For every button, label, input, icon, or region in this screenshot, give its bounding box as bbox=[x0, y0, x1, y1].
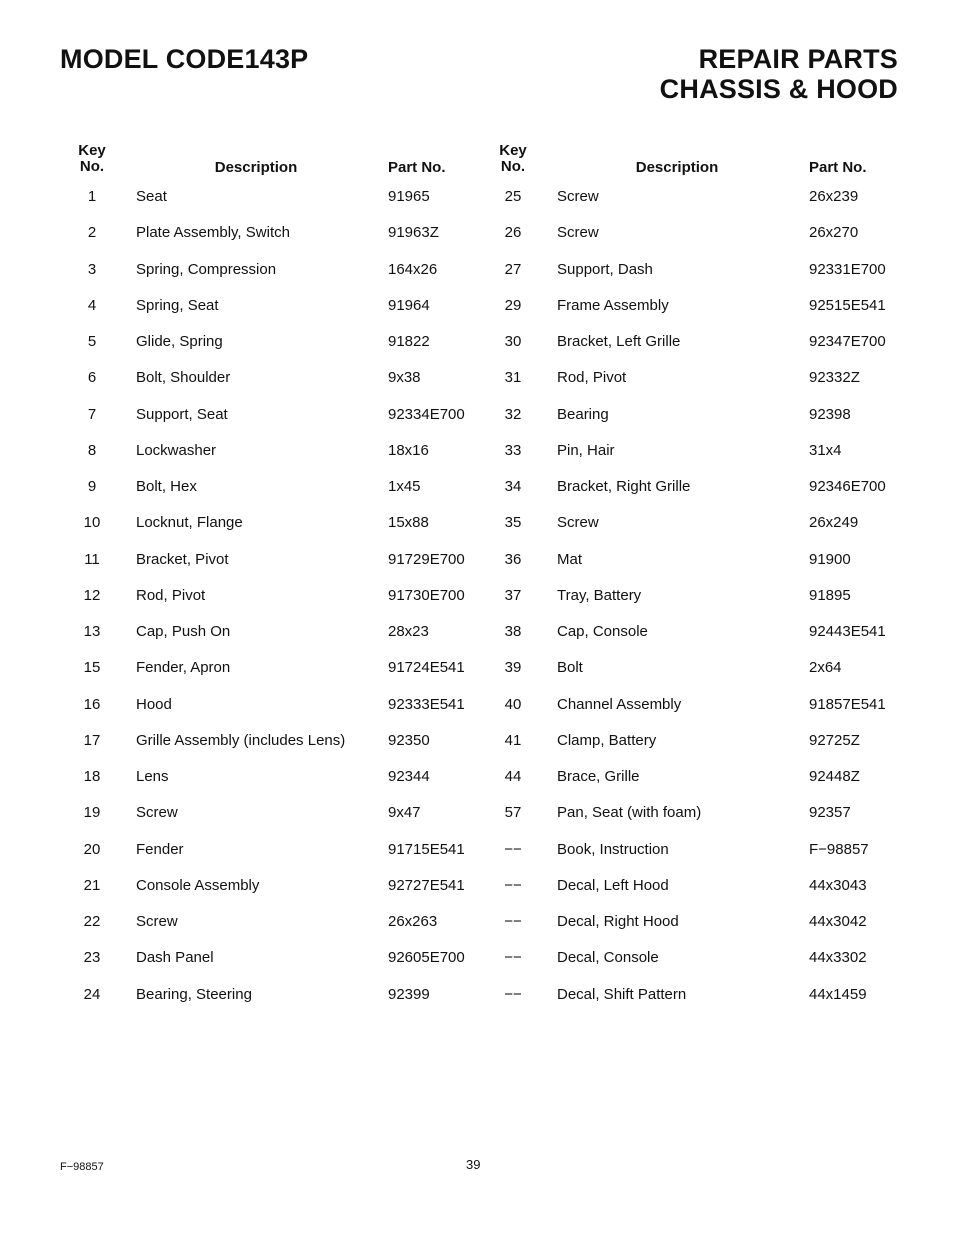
description-cell: Spring, Compression bbox=[136, 260, 277, 278]
part-no-cell: 92448Z bbox=[809, 768, 860, 785]
key-no-cell: 31 bbox=[504, 369, 522, 387]
table-row bbox=[62, 794, 442, 830]
table-row bbox=[62, 686, 465, 722]
table-row bbox=[483, 939, 867, 975]
table-row bbox=[62, 939, 465, 975]
part-no-cell: 91964 bbox=[388, 296, 430, 314]
table-row bbox=[483, 613, 886, 649]
part-no-cell: 92334E700 bbox=[388, 405, 465, 423]
key-header-line2: No. bbox=[500, 158, 526, 175]
table-row bbox=[483, 831, 869, 867]
part-no-cell: 92332Z bbox=[809, 369, 860, 387]
table-row bbox=[483, 359, 863, 395]
part-no-cell: 1x45 bbox=[388, 478, 421, 495]
part-no-cell: 91900 bbox=[809, 550, 851, 568]
table-row bbox=[62, 468, 442, 504]
part-no-cell: 92515E541 bbox=[809, 296, 886, 314]
part-no-cell: 2x64 bbox=[809, 659, 842, 677]
description-cell: Bolt, Shoulder bbox=[136, 369, 231, 387]
description-header: Description bbox=[635, 159, 719, 176]
table-row bbox=[62, 396, 465, 432]
part-no-cell: 92350 bbox=[388, 731, 430, 749]
part-no-cell: 44x3302 bbox=[809, 949, 867, 967]
table-row bbox=[483, 432, 863, 468]
description-cell: Console Assembly bbox=[136, 876, 260, 894]
part-no-header: Part No. bbox=[388, 159, 446, 176]
key-no-cell: 10 bbox=[83, 514, 101, 532]
part-no-header: Part No. bbox=[809, 159, 867, 176]
key-no-cell: 40 bbox=[504, 695, 522, 713]
table-row bbox=[483, 903, 867, 939]
key-header-line1: Key bbox=[78, 142, 106, 159]
key-header-line1: Key bbox=[499, 142, 527, 159]
part-no-cell: 44x3043 bbox=[809, 876, 867, 894]
part-no-cell: 92605E700 bbox=[388, 949, 465, 967]
part-no-cell: F−98857 bbox=[809, 840, 869, 858]
description-cell: Clamp, Battery bbox=[557, 731, 657, 749]
part-no-cell: 92727E541 bbox=[388, 876, 465, 894]
description-cell: Screw bbox=[136, 913, 178, 930]
page-number: 39 bbox=[466, 1157, 481, 1172]
table-row bbox=[62, 903, 442, 939]
description-cell: Pan, Seat (with foam) bbox=[557, 804, 702, 822]
description-cell: Decal, Console bbox=[557, 949, 659, 967]
part-no-cell: 91822 bbox=[388, 333, 430, 350]
part-no-cell: 92725Z bbox=[809, 731, 860, 749]
part-no-cell: 91963Z bbox=[388, 224, 439, 242]
description-cell: Support, Seat bbox=[136, 405, 228, 423]
table-row bbox=[483, 541, 863, 577]
table-row bbox=[62, 251, 442, 287]
table-row bbox=[483, 794, 863, 830]
key-no-cell: 34 bbox=[504, 478, 522, 495]
description-cell: Seat bbox=[136, 188, 167, 205]
table-row bbox=[483, 468, 886, 504]
table-row bbox=[62, 287, 442, 323]
description-cell: Screw bbox=[136, 804, 178, 822]
table-header bbox=[483, 142, 867, 178]
part-no-cell: 44x3042 bbox=[809, 913, 867, 930]
description-cell: Frame Assembly bbox=[557, 296, 669, 314]
section-title bbox=[660, 44, 898, 104]
parts-table-left bbox=[62, 142, 465, 1012]
part-no-cell: 28x23 bbox=[388, 623, 429, 640]
description-cell: Screw bbox=[557, 188, 599, 205]
description-cell: Plate Assembly, Switch bbox=[136, 224, 290, 242]
table-row bbox=[483, 396, 863, 432]
description-cell: Channel Assembly bbox=[557, 695, 682, 713]
key-no-cell: 24 bbox=[83, 985, 101, 1003]
table-row bbox=[483, 976, 867, 1012]
description-cell: Bracket, Left Grille bbox=[557, 333, 681, 350]
key-no-cell: 29 bbox=[504, 296, 522, 314]
description-cell: Fender, Apron bbox=[136, 659, 231, 677]
description-header: Description bbox=[214, 159, 298, 176]
key-no-cell: 26 bbox=[504, 224, 522, 242]
key-no-cell: 22 bbox=[83, 913, 101, 930]
document-code: F−98857 bbox=[60, 1161, 104, 1173]
key-no-cell: 23 bbox=[83, 949, 101, 967]
part-no-cell: 92357 bbox=[809, 804, 851, 822]
table-row bbox=[62, 359, 442, 395]
table-row bbox=[483, 867, 867, 903]
table-row bbox=[62, 323, 442, 359]
table-header bbox=[62, 142, 446, 178]
part-no-cell: 91730E700 bbox=[388, 586, 465, 604]
key-no-cell: 18 bbox=[83, 768, 101, 785]
description-cell: Grille Assembly (includes Lens) bbox=[136, 731, 346, 749]
part-no-cell: 91965 bbox=[388, 188, 430, 205]
key-no-cell: 30 bbox=[504, 333, 522, 350]
description-cell: Rod, Pivot bbox=[557, 369, 627, 387]
table-row bbox=[483, 287, 886, 323]
description-cell: Decal, Right Hood bbox=[557, 913, 679, 930]
table-body bbox=[62, 178, 465, 1012]
key-no-cell: −− bbox=[504, 913, 522, 930]
key-no-cell: −− bbox=[504, 985, 522, 1003]
key-no-cell: 27 bbox=[504, 260, 522, 278]
part-no-cell: 91895 bbox=[809, 586, 851, 604]
description-cell: Dash Panel bbox=[136, 949, 214, 967]
key-no-cell: 11 bbox=[84, 550, 100, 568]
table-row bbox=[483, 504, 863, 540]
part-no-cell: 31x4 bbox=[809, 441, 842, 459]
part-no-cell: 92346E700 bbox=[809, 478, 886, 495]
key-no-cell: 37 bbox=[504, 586, 522, 604]
key-no-cell: 35 bbox=[504, 514, 522, 532]
key-no-cell: 20 bbox=[83, 840, 101, 858]
part-no-cell: 91857E541 bbox=[809, 695, 886, 713]
description-cell: Bearing bbox=[557, 405, 609, 423]
part-no-cell: 92398 bbox=[809, 405, 851, 423]
description-cell: Locknut, Flange bbox=[136, 514, 243, 532]
description-cell: Spring, Seat bbox=[136, 296, 219, 314]
table-row bbox=[62, 214, 442, 250]
table-row bbox=[483, 323, 886, 359]
key-no-cell: −− bbox=[504, 840, 522, 858]
key-no-cell: 36 bbox=[504, 550, 522, 568]
key-no-cell: 25 bbox=[504, 188, 522, 205]
part-no-cell: 92443E541 bbox=[809, 623, 886, 640]
key-no-cell: 9 bbox=[87, 478, 97, 495]
key-no-cell: 19 bbox=[83, 804, 101, 822]
description-cell: Decal, Left Hood bbox=[557, 876, 669, 894]
key-no-cell: 16 bbox=[83, 695, 101, 713]
description-cell: Lockwasher bbox=[136, 441, 217, 459]
key-no-cell: 8 bbox=[87, 441, 97, 459]
description-cell: Fender bbox=[136, 840, 184, 858]
part-no-cell: 164x26 bbox=[388, 260, 438, 278]
description-cell: Tray, Battery bbox=[557, 586, 642, 604]
description-cell: Glide, Spring bbox=[136, 333, 223, 350]
part-no-cell: 92333E541 bbox=[388, 695, 465, 713]
description-cell: Screw bbox=[557, 224, 599, 242]
table-row bbox=[62, 432, 442, 468]
part-no-cell: 44x1459 bbox=[809, 985, 867, 1003]
description-cell: Bracket, Right Grille bbox=[557, 478, 691, 495]
table-row bbox=[483, 577, 863, 613]
key-no-cell: 5 bbox=[87, 333, 97, 350]
key-no-header bbox=[62, 143, 122, 175]
part-no-cell: 9x38 bbox=[388, 369, 421, 387]
table-row bbox=[62, 831, 465, 867]
part-no-cell: 26x270 bbox=[809, 224, 859, 242]
part-no-cell: 15x88 bbox=[388, 514, 429, 532]
description-cell: Brace, Grille bbox=[557, 768, 640, 785]
key-no-cell: 12 bbox=[83, 586, 101, 604]
part-no-cell: 91715E541 bbox=[388, 840, 465, 858]
key-no-cell: 44 bbox=[504, 768, 522, 785]
key-no-cell: 21 bbox=[83, 876, 101, 894]
part-no-cell: 26x263 bbox=[388, 913, 438, 930]
table-row bbox=[62, 178, 442, 214]
key-no-header bbox=[483, 143, 543, 175]
description-cell: Decal, Shift Pattern bbox=[557, 985, 687, 1003]
description-cell: Pin, Hair bbox=[557, 441, 615, 459]
key-no-cell: 1 bbox=[87, 188, 97, 205]
part-no-cell: 9x47 bbox=[388, 804, 421, 822]
description-cell: Bracket, Pivot bbox=[136, 550, 229, 568]
table-row bbox=[62, 758, 442, 794]
part-no-cell: 92399 bbox=[388, 985, 430, 1003]
key-no-cell: 6 bbox=[87, 369, 97, 387]
description-cell: Bearing, Steering bbox=[136, 985, 252, 1003]
key-no-cell: 7 bbox=[87, 405, 97, 423]
key-no-cell: 4 bbox=[87, 296, 97, 314]
model-title: MODEL CODE143P bbox=[60, 44, 309, 74]
part-no-cell: 92344 bbox=[388, 768, 430, 785]
table-row bbox=[483, 686, 886, 722]
table-row bbox=[62, 976, 442, 1012]
description-cell: Lens bbox=[136, 768, 169, 785]
key-no-cell: −− bbox=[504, 949, 522, 967]
key-no-cell: 15 bbox=[83, 659, 101, 677]
key-no-cell: 32 bbox=[504, 405, 522, 423]
table-row bbox=[62, 722, 442, 758]
description-cell: Hood bbox=[136, 695, 172, 713]
key-no-cell: 38 bbox=[504, 623, 522, 640]
section-title-line2: CHASSIS & HOOD bbox=[659, 74, 898, 104]
key-header-line2: No. bbox=[79, 158, 105, 175]
parts-table-right bbox=[483, 142, 886, 1012]
table-row bbox=[483, 214, 863, 250]
key-no-cell: 3 bbox=[87, 260, 97, 278]
key-no-cell: 17 bbox=[83, 731, 101, 749]
description-cell: Bolt bbox=[557, 659, 583, 677]
description-cell: Screw bbox=[557, 514, 599, 532]
part-no-cell: 26x249 bbox=[809, 514, 859, 532]
table-body bbox=[483, 178, 886, 1012]
part-no-cell: 91724E541 bbox=[388, 659, 465, 677]
part-no-cell: 26x239 bbox=[809, 188, 859, 205]
table-row bbox=[483, 649, 863, 685]
table-row bbox=[62, 577, 465, 613]
description-cell: Rod, Pivot bbox=[136, 586, 206, 604]
description-cell: Bolt, Hex bbox=[136, 478, 197, 495]
table-row bbox=[62, 867, 465, 903]
description-cell: Mat bbox=[557, 550, 583, 568]
table-row bbox=[483, 722, 863, 758]
part-no-cell: 91729E700 bbox=[388, 550, 465, 568]
part-no-cell: 18x16 bbox=[388, 441, 429, 459]
table-row bbox=[483, 758, 863, 794]
key-no-cell: 41 bbox=[504, 731, 522, 749]
table-row bbox=[62, 649, 465, 685]
key-no-cell: 57 bbox=[504, 804, 522, 822]
table-row bbox=[62, 613, 442, 649]
key-no-cell: 13 bbox=[83, 623, 101, 640]
key-no-cell: 39 bbox=[504, 659, 522, 677]
description-cell: Cap, Push On bbox=[136, 623, 231, 640]
key-no-cell: 33 bbox=[504, 441, 522, 459]
description-cell: Book, Instruction bbox=[557, 840, 669, 858]
description-cell: Support, Dash bbox=[557, 260, 653, 278]
key-no-cell: −− bbox=[504, 876, 522, 894]
part-no-cell: 92347E700 bbox=[809, 333, 886, 350]
key-no-cell: 2 bbox=[87, 224, 97, 242]
table-row bbox=[483, 178, 863, 214]
table-row bbox=[483, 251, 886, 287]
table-row bbox=[62, 504, 442, 540]
part-no-cell: 92331E700 bbox=[809, 260, 886, 278]
table-row bbox=[62, 541, 465, 577]
section-title-line1: REPAIR PARTS bbox=[698, 44, 898, 74]
description-cell: Cap, Console bbox=[557, 623, 648, 640]
